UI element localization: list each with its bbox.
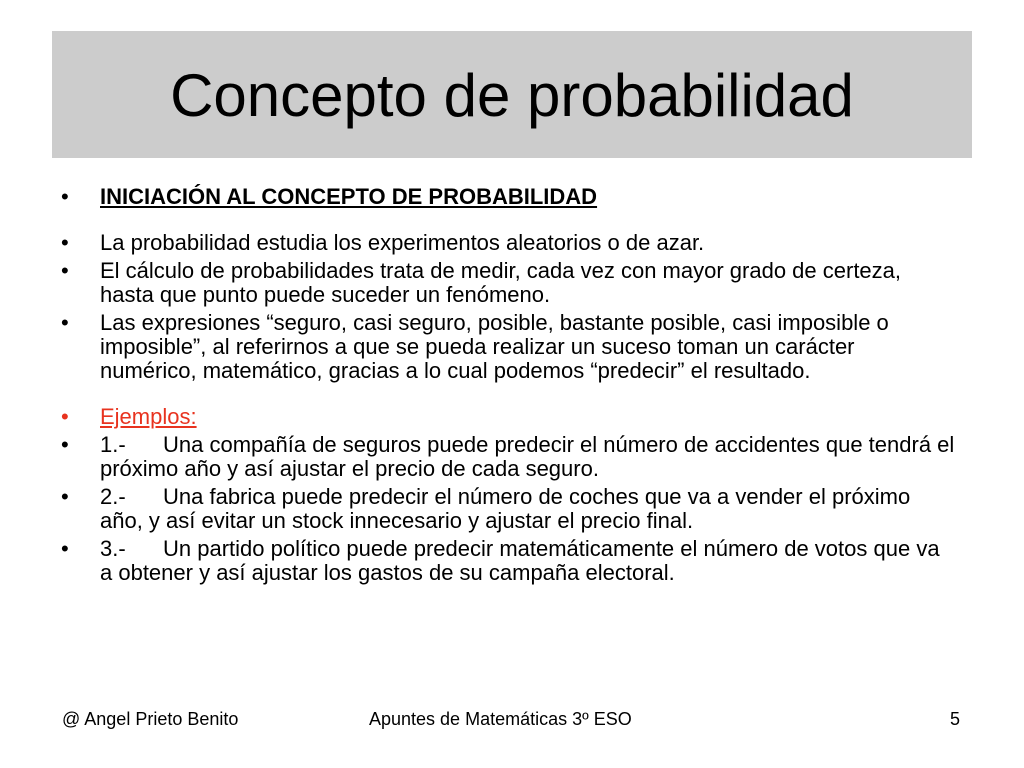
bullet-text: Las expresiones “seguro, casi seguro, posible, bastante posible, casi imposible o imposible”, al referirnos a que se pueda realizar un suceso toman un carácter numérico, matemático, gracias a lo cual podemos “predecir” el resultado. [100,310,889,383]
examples-label: Ejemplos: [100,404,197,429]
example-item [55,433,955,481]
bullet-icon: • [61,404,69,429]
bullet-text: La probabilidad estudia los experimentos aleatorios o de azar. [100,230,705,255]
bullet-list [55,185,955,589]
example-number: 1.- [100,432,126,457]
bullet-icon: • [61,484,69,509]
example-number: 3.- [100,536,126,561]
bullet-item [55,259,955,307]
bullet-item-heading [55,185,955,209]
bullet-text: El cálculo de probabilidades trata de medir, cada vez con mayor grado de certeza, hasta que punto puede suceder un fenómeno. [100,258,902,307]
bullet-item-examples [55,405,955,429]
example-text: Una compañía de seguros puede predecir el número de accidentes que tendrá el próximo año y así ajustar el precio de cada seguro. [100,432,955,481]
example-number: 2.- [100,484,126,509]
example-item [55,537,955,585]
title-band [52,31,972,158]
bullet-icon: • [61,258,69,283]
footer-page-number: 5 [950,709,961,729]
bullet-item [55,231,955,255]
example-item [55,485,955,533]
bullet-item [55,311,955,383]
bullet-icon: • [61,432,69,457]
bullet-icon: • [61,184,69,209]
bullet-icon: • [61,230,69,255]
footer-author: @ Angel Prieto Benito [62,709,239,729]
example-text: Un partido político puede predecir matemáticamente el número de votos que va a obtener y así ajustar los gastos de su campaña electoral. [100,536,940,585]
section-heading: INICIACIÓN AL CONCEPTO DE PROBABILIDAD [100,184,598,209]
footer-course: Apuntes de Matemáticas 3º ESO [369,709,632,729]
bullet-icon: • [61,536,69,561]
bullet-icon: • [61,310,69,335]
slide-title: Concepto de probabilidad [170,62,854,129]
example-text: Una fabrica puede predecir el número de coches que va a vender el próximo año, y así evitar un stock innecesario y ajustar el precio final. [100,484,911,533]
